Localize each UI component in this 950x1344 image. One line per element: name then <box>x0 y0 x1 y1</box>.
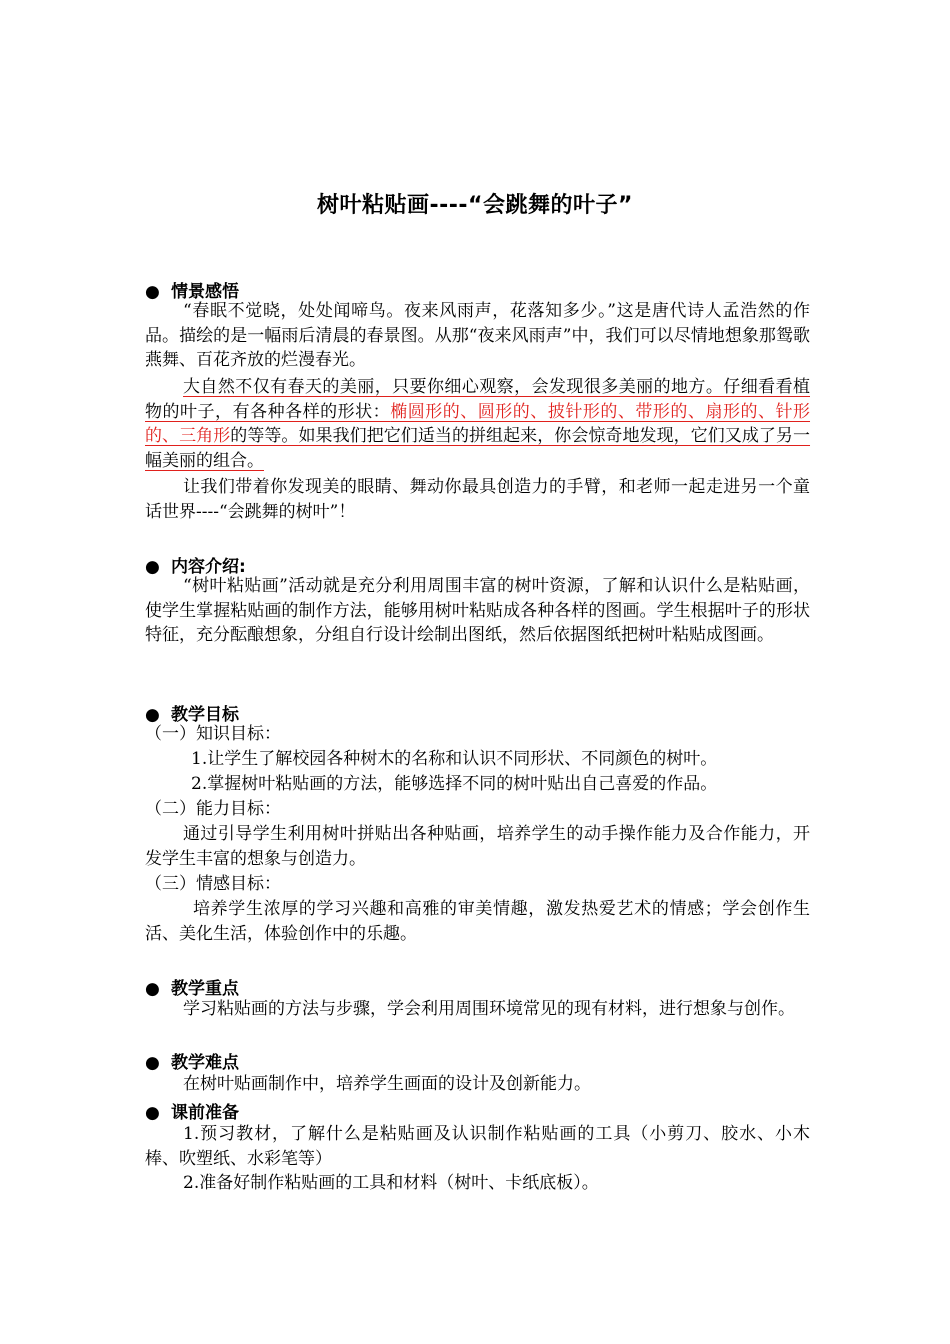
paragraph-nature <box>145 375 810 473</box>
bullet-icon: ● <box>145 282 160 302</box>
list-item-knowledge-2: 2.掌握树叶粘贴画的方法，能够选择不同的树叶贴出自己喜爱的作品。 <box>191 774 718 794</box>
heading-label: 情景感悟 <box>171 282 239 302</box>
document-title: 树叶粘贴画----“会跳舞的叶子” <box>317 193 633 218</box>
heading-label: 教学重点 <box>171 979 239 999</box>
paragraph-preparation-1: 1.预习教材，了解什么是粘贴画及认识制作粘贴画的工具（小剪刀、胶水、小木棒、吹塑纸、水彩笔等） <box>145 1124 810 1169</box>
subheading-emotion: （三）情感目标： <box>145 874 281 894</box>
section-heading-difficulties <box>145 1048 239 1073</box>
heading-label: 课前准备 <box>171 1103 239 1123</box>
bullet-icon: ● <box>145 1053 160 1073</box>
heading-label: 教学目标 <box>171 705 239 725</box>
bullet-icon: ● <box>145 705 160 725</box>
section-heading-preparation <box>145 1098 239 1123</box>
section-heading-key-points <box>145 974 239 999</box>
bullet-icon: ● <box>145 1103 160 1123</box>
subheading-knowledge: （一）知识目标： <box>145 724 281 744</box>
bullet-icon: ● <box>145 557 160 577</box>
paragraph-ability: 通过引导学生利用树叶拼贴出各种贴画，培养学生的动手操作能力及合作能力，开发学生丰富的想象与创造力。 <box>145 824 810 869</box>
list-item-knowledge-1: 1.让学生了解校园各种树木的名称和认识不同形状、不同颜色的树叶。 <box>191 749 718 769</box>
paragraph-content-intro: “树叶粘贴画”活动就是充分利用周围丰富的树叶资源，了解和认识什么是粘贴画，使学生掌握粘贴画的制作方法，能够用树叶粘贴成各种各样的图画。学生根据叶子的形状特征，充分酝酿想象，分组自行设计绘制出图纸，然后依据图纸把树叶粘贴成图画。 <box>145 576 810 645</box>
paragraph-difficulties: 在树叶贴画制作中，培养学生画面的设计及创新能力。 <box>183 1074 591 1094</box>
underlined-text: 大自然不仅有春天的美丽，只要你细心观察，会发现很多美丽的地方。仔细看看植物的叶子，有各种各样的形状： <box>145 377 810 422</box>
subheading-ability: （二）能力目标： <box>145 799 281 819</box>
underlined-text-end: 的等等。如果我们把它们适当的拼组起来，你会惊奇地发现，它们又成了另一幅美丽的组合。 <box>145 426 811 471</box>
highlighted-shapes-text: 椭圆形的、圆形的、披针形的、带形的、扇形的、针形的、三角形 <box>145 401 811 446</box>
heading-label: 内容介绍: <box>171 557 246 577</box>
paragraph-poem: “春眠不觉晓，处处闻啼鸟。夜来风雨声，花落知多少。”这是唐代诗人孟浩然的作品。描绘的是一幅雨后清晨的春景图。从那“夜来风雨声”中，我们可以尽情地想象那鸳歌燕舞、百花齐放的烂漫春光。 <box>145 301 810 370</box>
paragraph-emotion: 培养学生浓厚的学习兴趣和高雅的审美情趣，激发热爱艺术的情感；学会创作生活、美化生活，体验创作中的乐趣。 <box>145 899 810 944</box>
paragraph-key-points: 学习粘贴画的方法与步骤，学会利用周围环境常见的现有材料，进行想象与创作。 <box>183 999 795 1019</box>
paragraph-preparation-2: 2.准备好制作粘贴画的工具和材料（树叶、卡纸底板）。 <box>183 1173 599 1193</box>
bullet-icon: ● <box>145 979 160 999</box>
heading-label: 教学难点 <box>171 1053 239 1073</box>
paragraph-invitation: 让我们带着你发现美的眼睛、舞动你最具创造力的手臂，和老师一起走进另一个童话世界----“会跳舞的树叶”！ <box>145 477 810 522</box>
